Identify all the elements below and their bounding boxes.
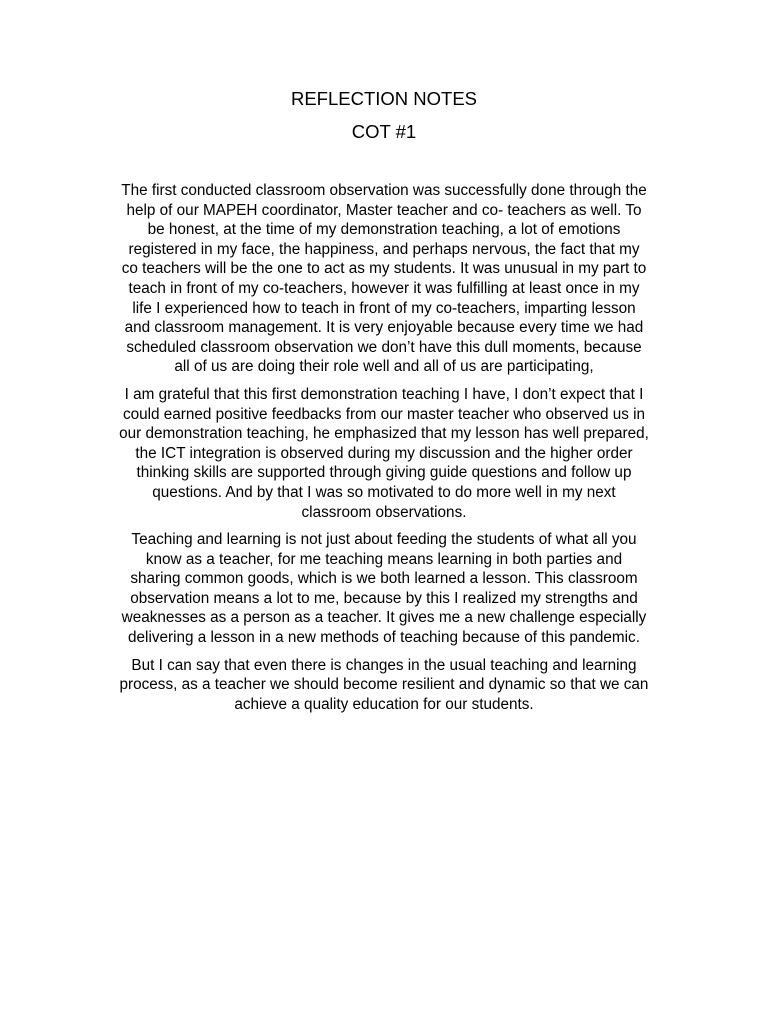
document-title: REFLECTION NOTES — [290, 88, 478, 109]
document-body — [84, 181, 684, 722]
paragraph-line: thinking skills are supported through giving guide questions and follow up — [136, 464, 632, 482]
paragraph-line: delivering a lesson in a new methods of teaching because of this pandemic. — [128, 629, 640, 647]
paragraph-line: The first conducted classroom observation was successfully done through the — [121, 182, 647, 199]
paragraph-line: achieve a quality education for our students. — [234, 695, 534, 713]
paragraph-line: observation means a lot to me, because by this I realized my strengths and — [130, 589, 638, 607]
paragraph-line: I am grateful that this first demonstration teaching I have, I don’t expect that I — [124, 385, 644, 403]
paragraph-line: process, as a teacher we should become resilient and dynamic so that we can — [119, 676, 649, 694]
paragraph-4 — [84, 656, 684, 715]
paragraph-line: classroom observations. — [301, 503, 467, 521]
paragraph-line: know as a teacher, for me teaching means learning in both parties and — [145, 550, 623, 568]
paragraph-line: sharing common goods, which is we both learned a lesson. This classroom — [130, 570, 638, 588]
paragraph-line: could earned positive feedbacks from our master teacher who observed us in — [122, 405, 646, 423]
paragraph-line: teach in front of my co-teachers, however it was fulfilling at least once in my — [128, 279, 640, 297]
paragraph-line: But I can say that even there is changes in the usual teaching and learning — [131, 656, 637, 674]
paragraph-line: co teachers will be the one to act as my students. It was unusual in my part to — [121, 260, 647, 278]
paragraph-3 — [84, 530, 684, 648]
document-subtitle: COT #1 — [351, 121, 417, 142]
paragraph-2 — [84, 385, 684, 522]
paragraph-line: registered in my face, the happiness, and perhaps nervous, the fact that my — [128, 240, 640, 258]
paragraph-line: be honest, at the time of my demonstration teaching, a lot of emotions — [147, 221, 621, 239]
paragraph-line: the ICT integration is observed during my discussion and the higher order — [135, 444, 633, 462]
paragraph-1 — [84, 181, 684, 377]
paragraph-line: Teaching and learning is not just about feeding the students of what all you — [131, 531, 637, 549]
paragraph-line: questions. And by that I was so motivated to do more well in my next — [152, 483, 616, 501]
paragraph-line: all of us are doing their role well and all of us are participating, — [174, 358, 594, 376]
paragraph-line: life I experienced how to teach in front of my co-teachers, imparting lesson — [132, 299, 636, 317]
paragraph-line: weaknesses as a person as a teacher. It gives me a new challenge especially — [121, 609, 647, 627]
paragraph-line: help of our MAPEH coordinator, Master teacher and co- teachers as well. To — [126, 201, 642, 219]
paragraph-line: our demonstration teaching, he emphasized that my lesson has well prepared, — [119, 425, 649, 443]
paragraph-line: scheduled classroom observation we don’t have this dull moments, because — [126, 338, 642, 356]
paragraph-line: and classroom management. It is very enjoyable because every time we had — [124, 319, 644, 337]
